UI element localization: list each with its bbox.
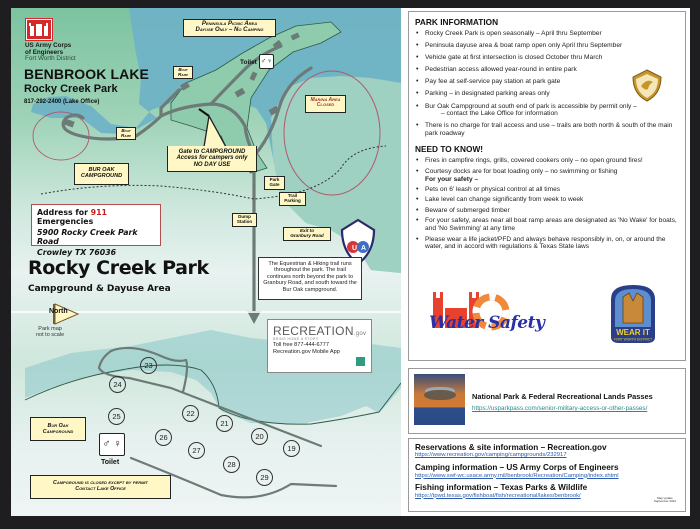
list-item: • Pets on 6' leash or physical control at all times bbox=[415, 186, 679, 194]
campsite-24: 24 bbox=[109, 376, 126, 393]
nps-badge-icon bbox=[632, 69, 662, 102]
trail-note: The Equestrian & Hiking trail runs throughout the park. The trail continues north beyond the park to Granbury Road, and south toward the Bur Oak campground. bbox=[258, 257, 362, 300]
svg-text:FORT WORTH DISTRICT: FORT WORTH DISTRICT bbox=[613, 337, 653, 342]
wear-it-logo bbox=[607, 283, 659, 345]
boat-ramp-label-north: Boat Ramp bbox=[173, 66, 193, 79]
dump-station-label: Dump Station bbox=[232, 213, 257, 227]
emergency-address: Address for 911 Emergencies 5900 Rocky Creek Park Road Crowley TX 76036 bbox=[31, 204, 161, 246]
list-item: • Peninsula dayuse area & boat ramp open only April thru September bbox=[415, 42, 679, 50]
passes-title: National Park & Federal Recreational Lands Passes bbox=[472, 392, 653, 401]
north-label: North bbox=[49, 308, 68, 315]
svg-text:A: A bbox=[361, 245, 367, 252]
lake-office-phone: 817-292-2400 (Lake Office) bbox=[24, 99, 100, 105]
list-item: • Vehicle gate at first intersection is closed October thru March bbox=[415, 54, 679, 62]
recreation-tollfree: Toll free 877-444-6777 bbox=[273, 342, 329, 348]
resource-links-panel bbox=[408, 438, 686, 512]
water-safety-logo: Water Safety bbox=[429, 290, 569, 348]
park-information-panel bbox=[408, 11, 686, 361]
safety-subheading: For your safety – bbox=[425, 176, 479, 183]
svg-text:WEAR IT: WEAR IT bbox=[616, 328, 650, 337]
campsite-21: 21 bbox=[216, 415, 233, 432]
peninsula-picnic-label: Peninsula Picnic Area Dayuse Only – No Camping bbox=[183, 19, 276, 37]
bur-oak-lower-label: Bur Oak Campground bbox=[30, 417, 86, 441]
toilet-icon-lower: ♂ ♀ bbox=[99, 433, 125, 456]
america-pass-image bbox=[414, 374, 465, 425]
campsite-27: 27 bbox=[188, 442, 205, 459]
campsite-19: 19 bbox=[283, 440, 300, 457]
list-item: • There is no charge for trail access and use – trails are both north & south of the main park roadway bbox=[415, 122, 679, 138]
camping-info-link[interactable]: https://www.swf-wc.usace.army.mil/benbrook/Recreation/Camping/index.shtml bbox=[415, 472, 619, 479]
need-to-know-heading: NEED TO KNOW! bbox=[415, 144, 484, 155]
campground-closed-notice: Campground is closed except by permit Contact Lake Office bbox=[30, 475, 171, 499]
usace-castle-icon bbox=[26, 19, 52, 40]
campsite-22: 22 bbox=[182, 405, 199, 422]
list-item: • Please wear a life jacket/PFD and always behave responsibly in, on, or around the water, and in accord with regulations & Texas State laws bbox=[415, 236, 679, 252]
list-item: • Pay fee at self-service pay station at park gate bbox=[415, 78, 679, 86]
exit-granbury-label: Exit to Granbury Road bbox=[283, 227, 331, 241]
campsite-25: 25 bbox=[108, 408, 125, 425]
gate-campground-label: Gate to CAMPGROUND Access for campers only NO DAY USE bbox=[167, 146, 257, 172]
recreation-gov-box[interactable]: RECREATION.gov BRING HOME A STORY Toll free 877-444-6777 Recreation.gov Mobile App bbox=[267, 319, 372, 373]
campsite-23: 23 bbox=[140, 357, 157, 374]
reservations-link[interactable]: https://www.recreation.gov/camping/campgrounds/232917 bbox=[415, 452, 567, 459]
passes-link[interactable]: https://usparkpass.com/senior-military-access-or-other-passes/ bbox=[472, 405, 648, 412]
map-update-note: Map update September 2022 bbox=[653, 495, 676, 504]
scale-note: Park map not to scale bbox=[36, 326, 65, 339]
park-subtitle: Rocky Creek Park bbox=[24, 83, 118, 95]
list-item: • Courtesy docks are for boat loading only – no swimming or fishing bbox=[415, 168, 679, 176]
fishing-info-link[interactable]: https://tpwd.texas.gov/fishboat/fish/recreational/lakes/benbrook/ bbox=[415, 492, 581, 499]
toilet-label-bottom: Toilet bbox=[101, 459, 120, 466]
park-info-heading: PARK INFORMATION bbox=[415, 17, 499, 27]
park-gate-label: Park Gate bbox=[264, 176, 285, 190]
list-item: • Bur Oak Campground at south end of park is accessible by permit only – – contact the Lake Office for information bbox=[415, 103, 679, 119]
camping-info-heading: Camping information – US Army Corps of Engineers bbox=[415, 463, 619, 473]
mobile-app-icon bbox=[356, 357, 365, 366]
fishing-info-heading: Fishing information – Texas Parks & Wildlife bbox=[415, 483, 588, 493]
boat-ramp-label-west: Boat Ramp bbox=[116, 127, 136, 140]
park-title: Rocky Creek Park bbox=[28, 257, 209, 279]
bur-oak-label: BUR OAK CAMPGROUND bbox=[74, 163, 129, 185]
campsite-20: 20 bbox=[251, 428, 268, 445]
passes-panel bbox=[408, 368, 686, 434]
recreation-app: Recreation.gov Mobile App bbox=[273, 349, 340, 355]
need-to-know-list bbox=[415, 157, 679, 175]
campsite-29: 29 bbox=[256, 469, 273, 486]
trail-parking-label: Trail Parking bbox=[279, 192, 306, 206]
svg-text:U: U bbox=[352, 245, 358, 252]
list-item: • Rocky Creek Park is open seasonally – April thru September bbox=[415, 30, 679, 38]
brochure-page bbox=[11, 8, 690, 516]
reservations-heading: Reservations & site information – Recreation.gov bbox=[415, 443, 607, 452]
recreation-gov-logo: RECREATION.gov bbox=[273, 324, 367, 338]
list-item: • Pedestrian access allowed year-round in entire park bbox=[415, 66, 679, 74]
list-item: • Beware of submerged timber bbox=[415, 207, 679, 215]
list-item: • Parking – in designated parking areas only bbox=[415, 90, 679, 98]
park-map bbox=[11, 8, 401, 516]
lake-title: BENBROOK LAKE bbox=[24, 66, 149, 82]
marina-closed-label: Marina Area Closed bbox=[305, 95, 346, 113]
toilet-icon: ♂ ♀ bbox=[259, 54, 274, 69]
list-item: • Lake level can change significantly from week to week bbox=[415, 196, 679, 204]
campground-subtitle: Campground & Dayuse Area bbox=[28, 284, 171, 294]
campsite-28: 28 bbox=[223, 456, 240, 473]
list-item: • Fires in campfire rings, grills, covered cookers only – no open ground fires! bbox=[415, 157, 679, 165]
toilet-label-top: Toilet bbox=[240, 59, 257, 66]
agency-name: US Army Corps of Engineers Fort Worth District bbox=[25, 42, 76, 63]
list-item: • For your safety, areas near all boat ramp areas are designated as 'No Wake' for boats, and 'No Swimming' at any time bbox=[415, 217, 679, 233]
campsite-26: 26 bbox=[155, 429, 172, 446]
